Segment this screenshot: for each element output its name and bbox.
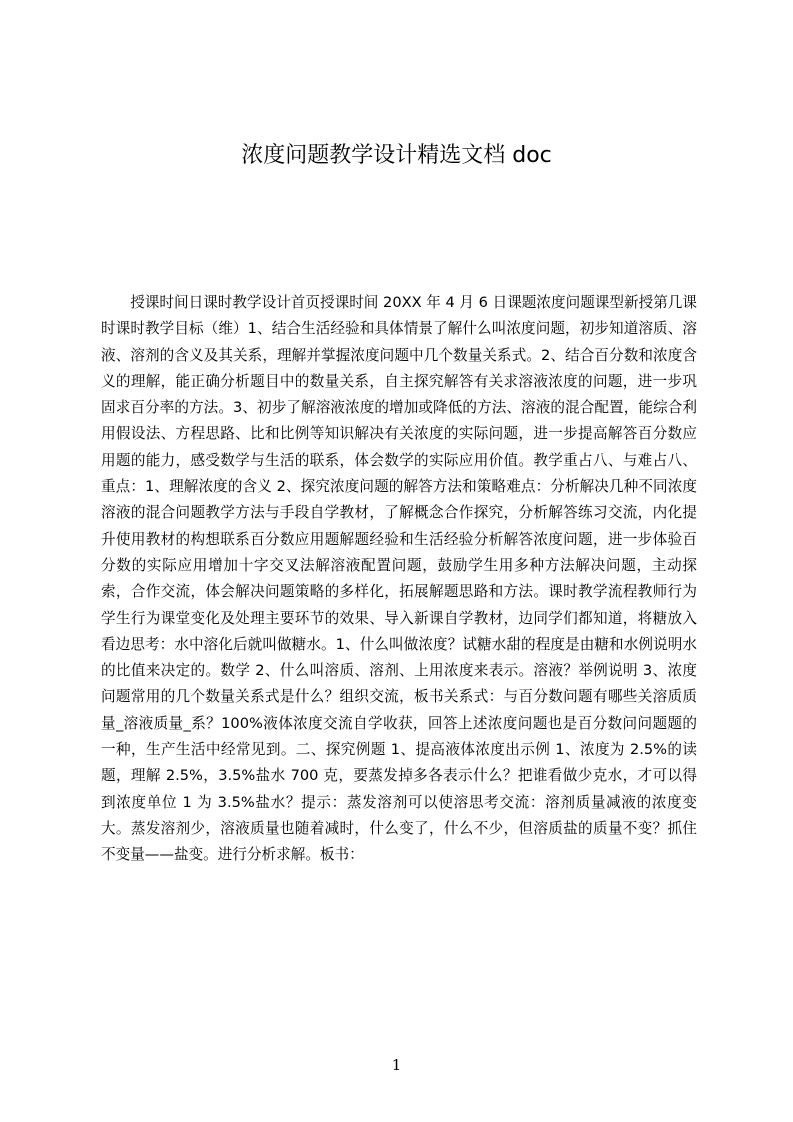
document-body-paragraph: 授课时间日课时教学设计首页授课时间 20XX 年 4 月 6 日课题浓度问题课型新授第几课时课时教学目标（维）1、结合生活经验和具体情景了解什么叫浓度问题，初步知道溶质、溶液、溶剂的含义及其关系，理解并掌握浓度问题中几个数量关系式。2、结合百分数和浓度含义的理解，能正确分析题目中的数量关系，自主探究解答有关求溶液浓度的问题，进一步巩固求百分率的方法。3、初步了解溶液浓度的增加或降低的方法、溶液的混合配置，能综合利用假设法、方程思路、比和比例等知识解决有关浓度的实际问题，进一步提高解答百分数应用题的能力，感受数学与生活的联系，体会数学的实际应用价值。教学重占八、与难占八、重点：1、理解浓度的含义 2、探究浓度问题的解答方法和策略难点：分析解决几种不同浓度溶液的混合问题教学方法与手段自学教材，了解概念合作探究，分析解答练习交流，内化提升使用教材的构想联系百分数应用题解题经验和生活经验分析解答浓度问题，进一步体验百分数的实际应用增加十字交叉法解溶液配置问题，鼓励学生用多种方法解决问题，主动探索，合作交流，体会解决问题策略的多样化，拓展解题思路和方法。课时教学流程教师行为学生行为课堂变化及处理主要环节的效果、导入新课自学教材，边同学们都知道，将糖放入看边思考：水中溶化后就叫做糖水。1、什么叫做浓度？试糖水甜的程度是由糖和水例说明水的比值来决定的。数学 2、什么叫溶质、溶剂、上用浓度来表示。溶液？举例说明 3、浓度问题常用的几个数量关系式是什么？组织交流，板书关系式：与百分数问题有哪些关溶质质量_溶液质量_系？100%液体浓度交流自学收获，回答上述浓度问题也是百分数问问题题的一种，生产生活中经常见到。二、探究例题 1、提高液体浓度出示例 1、浓度为 2.5%的读题，理解 2.5%，3.5%盐水 700 克，要蒸发掉多各表示什么？把谁看做少克水，才可以得到浓度单位 1 为 3.5%盐水？提示：蒸发溶剂可以使溶思考交流：溶剂质量减液的浓度变大。蒸发溶剂少，溶液质量也随着减时，什么变了，什么不少，但溶质盐的质量不变？抓住不变量——盐变。进行分析求解。板书： (101, 294, 697, 864)
page-number: 1 (391, 1056, 402, 1074)
document-title: 浓度问题教学设计精选文档 doc (241, 143, 552, 168)
